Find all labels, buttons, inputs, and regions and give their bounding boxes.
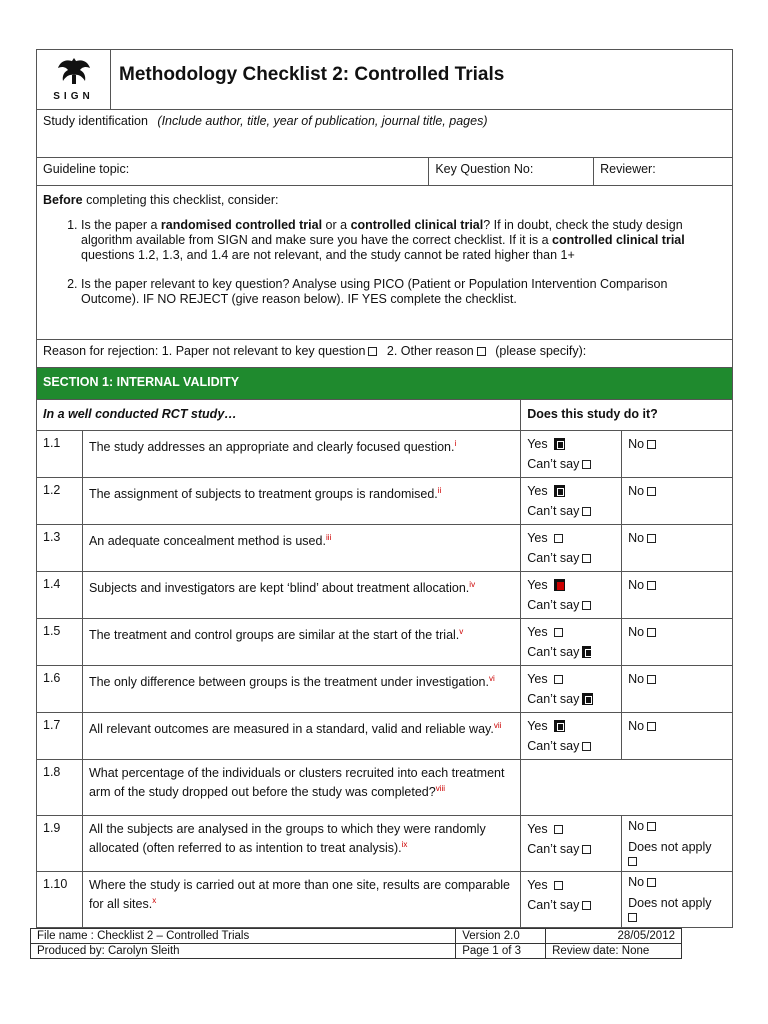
question-row [37, 713, 733, 760]
question-text: The assignment of subjects to treatment groups is randomised.$^{ii}$ [82, 478, 520, 525]
no-checkbox[interactable] [647, 440, 656, 449]
question-text: The only difference between groups is the treatment under investigation.$^{vi}$ [82, 666, 520, 713]
no-checkbox[interactable] [647, 534, 656, 543]
answer-yes-cantsay: Yes Can’t say [521, 872, 622, 928]
no-checkbox[interactable] [647, 675, 656, 684]
question-number: 1.6 [37, 666, 83, 713]
rejection-label-1: Reason for rejection: 1. Paper not relevant to key question [43, 343, 366, 358]
yes-checkbox[interactable] [554, 881, 563, 890]
question-row [37, 816, 733, 872]
rejection-specify: (please specify): [495, 343, 587, 358]
study-identification-field[interactable] [37, 110, 733, 157]
answer-yes-cantsay: Yes Can’t say [521, 666, 622, 713]
cant-say-checkbox[interactable] [582, 845, 591, 854]
section-1-title: SECTION 1: INTERNAL VALIDITY [37, 368, 733, 399]
footer-version: Version 2.0 [456, 929, 546, 944]
section-1-header [36, 368, 733, 400]
question-number: 1.4 [37, 572, 83, 619]
no-checkbox[interactable] [647, 581, 656, 590]
question-row [37, 666, 733, 713]
cant-say-checkbox-checked[interactable] [582, 646, 591, 658]
answer-no: No [622, 619, 733, 666]
question-number: 1.2 [37, 478, 83, 525]
rejection-reason [37, 340, 733, 368]
logo-text: SIGN [53, 91, 94, 102]
reviewer-field[interactable] [594, 158, 733, 186]
cant-say-checkbox[interactable] [582, 901, 591, 910]
answer-no: No [622, 525, 733, 572]
answer-yes-cantsay: Yes Can’t say [521, 619, 622, 666]
answer-no: No [622, 478, 733, 525]
footer-produced-by: Produced by: Carolyn Sleith [31, 944, 456, 959]
does-not-apply-checkbox[interactable] [628, 857, 637, 866]
question-number: 1.3 [37, 525, 83, 572]
no-checkbox[interactable] [647, 822, 656, 831]
question-text: The study addresses an appropriate and clearly focused question.$^i$ [82, 431, 520, 478]
cant-say-checkbox-checked[interactable] [582, 693, 593, 705]
study-identification-hint: (Include author, title, year of publication, journal title, pages) [157, 114, 488, 128]
sign-logo [37, 50, 111, 110]
answer-no-dna: No Does not apply [622, 816, 733, 872]
not-relevant-checkbox[interactable] [368, 347, 377, 356]
question-row [37, 760, 733, 816]
question-row [37, 431, 733, 478]
question-row [37, 572, 733, 619]
yes-checkbox-checked[interactable] [554, 485, 565, 497]
no-checkbox[interactable] [647, 878, 656, 887]
header-table [36, 49, 733, 110]
no-checkbox[interactable] [647, 487, 656, 496]
footer-review-date: Review date: None [546, 944, 682, 959]
study-identification-table [36, 110, 733, 158]
cant-say-checkbox[interactable] [582, 554, 591, 563]
answer-yes-cantsay: Yes Can’t say [521, 713, 622, 760]
question-number: 1.8 [37, 760, 83, 816]
question-row [37, 525, 733, 572]
footer-date: 28/05/2012 [546, 929, 682, 944]
cant-say-checkbox[interactable] [582, 460, 591, 469]
question-text: An adequate concealment method is used.$^{iii}$ [82, 525, 520, 572]
column-header-left: In a well conducted RCT study… [37, 400, 521, 431]
meta-row [36, 158, 733, 187]
checklist-form [36, 49, 733, 928]
question-number: 1.1 [37, 431, 83, 478]
guideline-topic-field[interactable] [37, 158, 429, 186]
question-number: 1.5 [37, 619, 83, 666]
yes-checkbox[interactable] [554, 825, 563, 834]
yes-checkbox-checked[interactable] [554, 579, 565, 591]
question-text: The treatment and control groups are similar at the start of the trial.$^v$ [82, 619, 520, 666]
answer-no-dna: No Does not apply [622, 872, 733, 928]
answer-no: No [622, 666, 733, 713]
study-identification-label: Study identification [43, 114, 148, 128]
answer-yes-cantsay: Yes Can’t say [521, 525, 622, 572]
footer-file-name: File name : Checklist 2 – Controlled Trials [31, 929, 456, 944]
column-header-right: Does this study do it? [521, 400, 733, 431]
cant-say-checkbox[interactable] [582, 507, 591, 516]
answer-yes-cantsay: Yes Can’t say [521, 572, 622, 619]
yes-checkbox[interactable] [554, 628, 563, 637]
dropout-answer-field[interactable] [521, 760, 733, 816]
other-reason-checkbox[interactable] [477, 347, 486, 356]
question-number: 1.10 [37, 872, 83, 928]
questions-table [36, 400, 733, 929]
before-instructions [37, 186, 733, 339]
cant-say-checkbox[interactable] [582, 601, 591, 610]
rejection-label-2: 2. Other reason [386, 343, 474, 358]
no-checkbox[interactable] [647, 722, 656, 731]
before-item-1: 1. Is the paper a randomised controlled trial or a controlled clinical trial? If in doubt, check the study design algorithm available from SIGN and make sure you have the correct checklist. If it is a controlled clinical trial questions 1.2, 1.3, and 1.4 are not relevant, and the study cannot be rated higher than 1+ [81, 218, 726, 263]
reviewer-label: Reviewer: [600, 161, 656, 176]
before-section [36, 186, 733, 340]
answer-no: No [622, 713, 733, 760]
rejection-row [36, 340, 733, 369]
answer-yes-cantsay: Yes Can’t say [521, 478, 622, 525]
does-not-apply-checkbox[interactable] [628, 913, 637, 922]
page-title: Methodology Checklist 2: Controlled Trials [111, 50, 733, 110]
footer-page: Page 1 of 3 [456, 944, 546, 959]
key-question-label: Key Question No: [435, 161, 534, 176]
question-text: Subjects and investigators are kept ‘blind’ about treatment allocation.$^{iv}$ [82, 572, 520, 619]
yes-checkbox[interactable] [554, 675, 563, 684]
answer-yes-cantsay: Yes Can’t say [521, 431, 622, 478]
document-footer [30, 928, 682, 959]
question-number: 1.7 [37, 713, 83, 760]
answer-no: No [622, 572, 733, 619]
question-text: All relevant outcomes are measured in a standard, valid and reliable way.$^{vii}$ [82, 713, 520, 760]
question-row [37, 619, 733, 666]
cant-say-checkbox[interactable] [582, 742, 591, 751]
question-text: All the subjects are analysed in the groups to which they were randomly allocated (often referred to as intention to treat analysis).$^{ix}$ [82, 816, 520, 872]
thistle-icon [52, 56, 96, 86]
question-number: 1.9 [37, 816, 83, 872]
no-checkbox[interactable] [647, 628, 656, 637]
yes-checkbox-checked[interactable] [554, 720, 565, 732]
before-lead: Before completing this checklist, consider: [43, 193, 279, 207]
before-item-2: 2. Is the paper relevant to key question? Analyse using PICO (Patient or Population Intervention Comparison Outcome). IF NO REJECT (give reason below). IF YES complete the checklist. [81, 277, 726, 307]
yes-checkbox-checked[interactable] [554, 438, 565, 450]
question-text: What percentage of the individuals or clusters recruited into each treatment arm of the study dropped out before the study was completed?$^{viii}$ [82, 760, 520, 816]
before-list [43, 218, 726, 307]
key-question-field[interactable] [429, 158, 594, 186]
guideline-topic-label: Guideline topic: [43, 161, 130, 176]
question-row [37, 478, 733, 525]
yes-checkbox[interactable] [554, 534, 563, 543]
answer-no: No [622, 431, 733, 478]
question-row [37, 872, 733, 928]
answer-yes-cantsay: Yes Can’t say [521, 816, 622, 872]
question-text: Where the study is carried out at more than one site, results are comparable for all sites.$^x$ [82, 872, 520, 928]
